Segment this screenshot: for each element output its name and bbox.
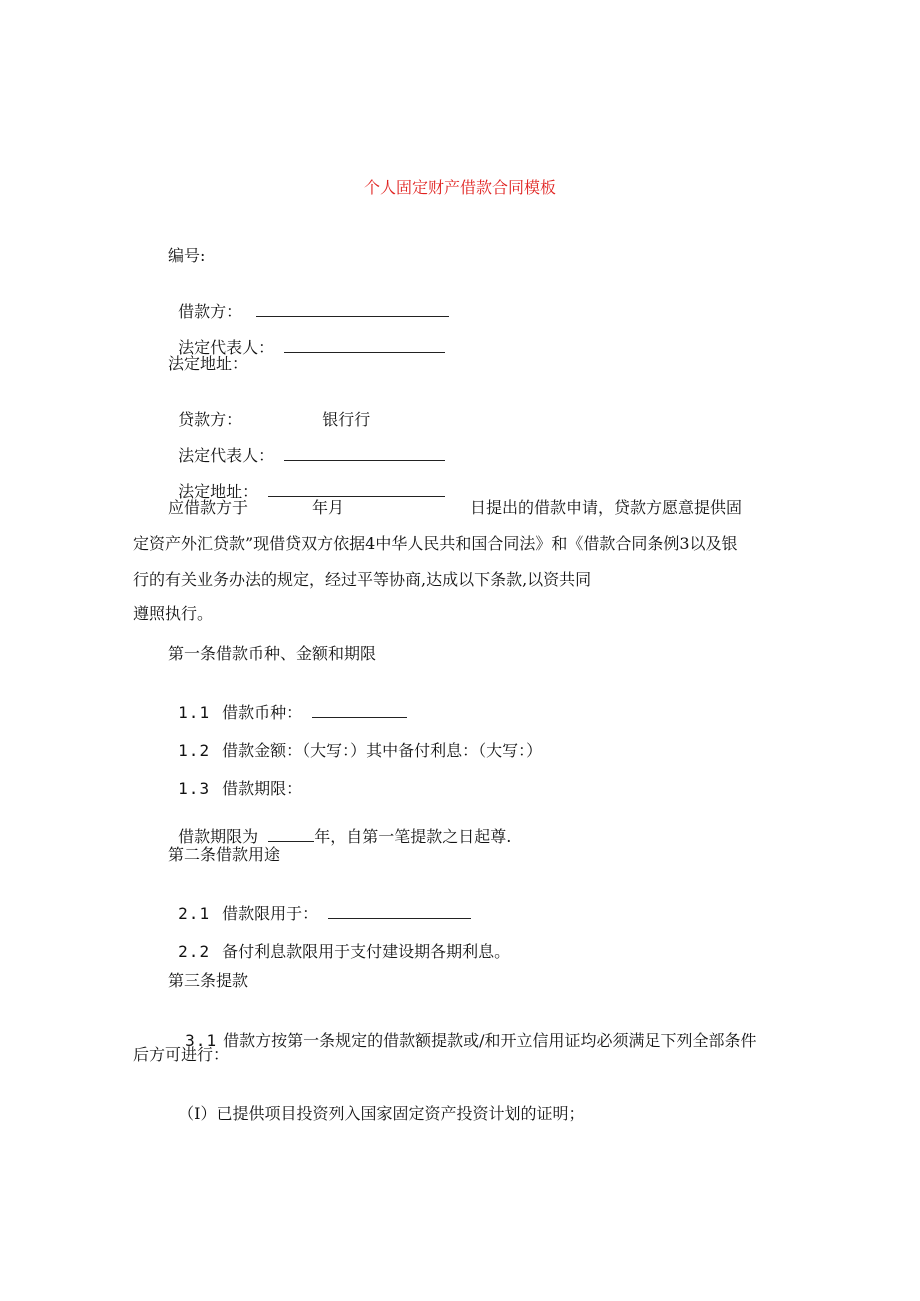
lender-label: 贷款方： [178, 410, 243, 429]
borrower-blank[interactable] [256, 302, 449, 317]
item-2-2-text: 备付利息款限用于支付建设期各期利息。 [222, 942, 511, 961]
lender-rep-line [168, 426, 445, 466]
document-title: 个人固定财产借款合同模板 [363, 178, 556, 197]
item-3-1 [175, 1011, 756, 1051]
term-years-blank[interactable] [268, 827, 314, 842]
currency-blank[interactable] [312, 703, 407, 718]
lender-rep-blank[interactable] [284, 446, 445, 461]
loan-term-line [168, 807, 511, 847]
item-1-3-number: 1.3 [178, 779, 211, 798]
borrower-label: 借款方： [178, 302, 243, 321]
item-2-2 [168, 922, 510, 962]
purpose-blank[interactable] [328, 904, 471, 919]
item-1-2-text: 借款金额：（大写：）其中备付利息：（大写：） [222, 741, 543, 760]
intro-p4: 遵照执行。 [133, 604, 214, 623]
item-1-2-number: 1.2 [178, 741, 211, 760]
intro-p1-a: 应借款方于 [168, 498, 249, 517]
borrower-address-label: 法定地址： [168, 354, 249, 373]
item-1-3-text: 借款期限： [222, 779, 303, 798]
item-1-2 [168, 721, 542, 761]
lender-address-label: 法定地址： [178, 482, 259, 501]
intro-p3: 行的有关业务办法的规定，经过平等协商,达成以下条款,以资共同 [133, 570, 592, 589]
item-2-2-number: 2.2 [178, 942, 211, 961]
borrower-rep-label: 法定代表人： [178, 338, 275, 357]
loan-term-b: 年，自第一笔提款之日起尊. [314, 827, 512, 846]
item-2-1-number: 2.1 [178, 904, 211, 923]
lender-value: 银行行 [322, 410, 371, 429]
loan-term-a: 借款期限为 [178, 827, 259, 846]
lender-rep-label: 法定代表人： [178, 446, 275, 465]
lender-address-line [168, 462, 445, 502]
item-2-1-text: 借款限用于： [222, 904, 319, 923]
contract-number-label: 编号: [168, 246, 206, 265]
item-1-1-text: 借款币种： [222, 703, 303, 722]
lender-line [168, 390, 370, 430]
article3-heading: 第三条提款 [168, 971, 249, 990]
borrower-rep-line [168, 318, 445, 358]
condition-1-text: 已提供项目投资列入国家固定资产投资计划的证明； [216, 1104, 585, 1123]
item-2-1 [168, 884, 471, 924]
borrower-rep-blank[interactable] [284, 338, 445, 353]
intro-p1-b: 年月 [312, 498, 345, 517]
lender-address-blank[interactable] [268, 482, 445, 497]
article1-heading: 第一条借款币种、金额和期限 [168, 644, 377, 663]
item-1-3 [168, 759, 302, 799]
condition-1 [168, 1084, 585, 1124]
article2-heading: 第二条借款用途 [168, 845, 281, 864]
item-1-1-number: 1.1 [178, 703, 211, 722]
condition-1-number: （I） [178, 1104, 217, 1123]
item-1-1 [168, 683, 407, 723]
borrower-line [168, 282, 449, 322]
item-3-1-number: 3.1 [185, 1031, 218, 1050]
item-3-1-continued: 后方可进行： [133, 1045, 230, 1064]
intro-p1-c: 日提出的借款申请，贷款方愿意提供固 [470, 498, 743, 517]
intro-p2: 定资产外汇贷款”现借贷双方依据4中华人民共和国合同法》和《借款合同条例3以及银 [133, 534, 738, 553]
item-3-1-text: 借款方按第一条规定的借款额提款或/和开立信用证均必须满足下列全部条件 [223, 1031, 757, 1050]
